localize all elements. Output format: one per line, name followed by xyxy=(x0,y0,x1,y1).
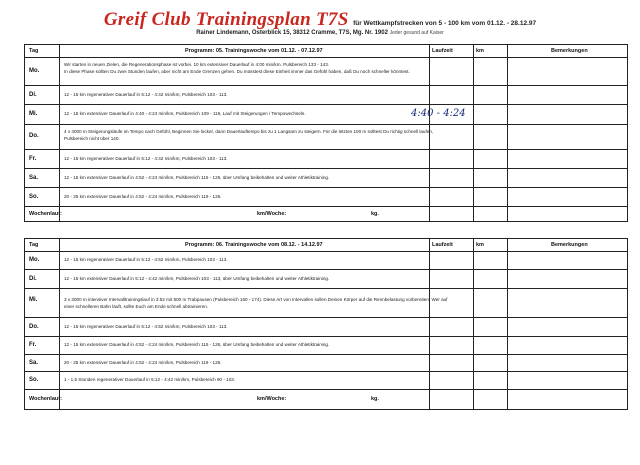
plan-title-suffix: für Wettkampfstrecken von 5 - 100 km vom 01.12. - 28.12.97 xyxy=(353,20,537,27)
column-km: km xyxy=(476,242,484,248)
table-header-row xyxy=(25,239,627,251)
subtitle-note: Jeder gesund auf Kaiser xyxy=(389,30,444,36)
column-divider xyxy=(429,239,430,409)
footer-km-woche: km/Woche: xyxy=(257,396,287,402)
column-divider xyxy=(507,45,508,221)
page-subtitle xyxy=(0,30,640,36)
week-program: Programm: 05. Trainingswoche vom 01.12. - 07.12.97 xyxy=(185,48,323,54)
footer-wochenlauf: Wochenlauf: xyxy=(29,211,62,217)
day-label: So. xyxy=(29,377,39,383)
week-table-2 xyxy=(24,238,628,410)
footer-wochenlauf: Wochenlauf: xyxy=(29,396,62,402)
day-label: Mo. xyxy=(29,68,40,74)
table-row xyxy=(25,354,627,372)
day-label: Sa. xyxy=(29,175,39,181)
day-label: Mo. xyxy=(29,257,40,263)
table-row xyxy=(25,168,627,188)
day-text: 20 - 25 km extensiver Dauerlauf in 4:52 - 4:24 min/km, Pulsbereich 119 - 126. xyxy=(64,360,222,365)
column-bemerkungen: Bemerkungen xyxy=(551,242,588,248)
column-divider xyxy=(507,239,508,409)
column-divider xyxy=(473,45,474,221)
day-label: Sa. xyxy=(29,360,39,366)
day-label: Di. xyxy=(29,92,37,98)
table-footer-row xyxy=(25,389,627,410)
day-text: 1 - 1,5 Stunden regenerativer Dauerlauf in 5:12 - 4:42 min/km, Pulsbereich 90 - 103. xyxy=(64,377,236,382)
column-tag: Tag xyxy=(29,242,39,248)
column-tag: Tag xyxy=(29,48,39,54)
footer-kg: kg. xyxy=(371,396,379,402)
day-label: Fr. xyxy=(29,156,37,162)
table-row xyxy=(25,57,627,86)
week-program: Programm: 06. Trainingswoche vom 08.12. - 14.12.97 xyxy=(185,242,323,248)
footer-km-woche: km/Woche: xyxy=(257,211,287,217)
day-text: 12 - 15 km extensiver Dauerlauf in 4:40 - 4:24 min/km, Pulsbereich 109 - 119, Lauf mit Steigerungen / Tempowechseln. xyxy=(64,111,306,116)
column-divider xyxy=(429,45,430,221)
column-divider xyxy=(59,239,60,409)
day-label: Fr. xyxy=(29,342,37,348)
day-text: 4 x 4000 m Steigerungsläufe im Tempo nach Gefühl, Beginnen Sie locker, dann Dauerlauftempo bis zu 1 Langsam zu steigern. Für die letzten 100 m solltest Du richtig schnell laufen, Pulsbereich nicht über 140. xyxy=(64,129,434,141)
table-row xyxy=(25,336,627,355)
table-row xyxy=(25,251,627,270)
column-bemerkungen: Bemerkungen xyxy=(551,48,588,54)
plan-title: Greif Club Trainingsplan T7S xyxy=(103,9,349,30)
page-title xyxy=(0,9,640,31)
day-text: 12 - 15 km regenerativer Dauerlauf in 5:12 - 4:52 min/km, Pulsbereich 103 - 113. xyxy=(64,324,228,329)
column-divider xyxy=(473,239,474,409)
column-divider xyxy=(59,45,60,221)
table-row xyxy=(25,104,627,125)
day-label: Do. xyxy=(29,324,39,330)
table-row xyxy=(25,124,627,150)
day-label: Di. xyxy=(29,276,37,282)
day-text: 12 - 15 km extensiver Dauerlauf in 4:52 - 4:24 min/km, Pulsbereich 115 - 126, über Umfang beibehalten und weiter Athletiktraining. xyxy=(64,342,330,347)
day-text: 20 - 25 km extensiver Dauerlauf in 4:52 - 4:24 min/km, Pulsbereich 119 - 126. xyxy=(64,194,222,199)
table-row xyxy=(25,269,627,289)
table-row xyxy=(25,187,627,207)
footer-kg: kg. xyxy=(371,211,379,217)
handwritten-note: 4:40 - 4:24 xyxy=(411,108,466,119)
day-label: Mi. xyxy=(29,297,38,303)
table-row xyxy=(25,371,627,390)
table-row xyxy=(25,317,627,337)
day-text: 3 x 3000 m intensiver Intervalltrainingslauf in 3:52 mit 800 m Trabpausen (Pulsbereich 160 - 174). Diese Art von Intervallen sollen Deinen Körper auf die Rennbelastung vorbereiten. Wer auf einer schnelleren Bahn läuft, sollte Euch am Ende schnell abtrainieren. xyxy=(64,297,448,309)
day-text: Wir starten in neuen Zielen, die Regenerationsphase ist vorbei. 10 km extensiver Dauerlauf in 4:00 min/km. Pulsbereich 133 - 143. In diese Phase sollten Du zwei Stunden laufen, aber nicht am Ende Grenzen gehen. Du müsstest diese Einheit immer das Gefühl haben, daß Du noch schneller könntest. xyxy=(64,62,410,74)
day-text: 12 - 15 km extensiver Dauerlauf in 5:12 - 4:42 min/km, Pulsbereich 103 - 113, über Umfang beibehalten und weiter Athletiktraining. xyxy=(64,276,330,281)
table-row xyxy=(25,149,627,169)
day-label: So. xyxy=(29,194,39,200)
column-laufzeit: Laufzeit xyxy=(432,48,453,54)
column-laufzeit: Laufzeit xyxy=(432,242,453,248)
day-label: Do. xyxy=(29,133,39,139)
table-row xyxy=(25,288,627,318)
day-text: 12 - 15 km regenerativer Dauerlauf in 5:12 - 4:42 min/km, Pulsbereich 103 - 113. xyxy=(64,92,228,97)
table-row xyxy=(25,85,627,105)
table-footer-row xyxy=(25,206,627,222)
day-text: 12 - 15 km extensiver Dauerlauf in 4:52 - 4:24 min/km, Pulsbereich 115 - 126, über Umfang beibehalten und weiter Athletiktraining. xyxy=(64,175,330,180)
column-km: km xyxy=(476,48,484,54)
table-header-row xyxy=(25,45,627,57)
week-table-1 xyxy=(24,44,628,222)
day-text: 12 - 15 km regenerativer Dauerlauf in 5:12 - 4:52 min/km, Pulsbereich 103 - 113. xyxy=(64,257,228,262)
athlete-info: Rainer Lindemann, Osterblick 15, 38312 Cramme, T7S, Mg. Nr. 1902 xyxy=(196,30,388,36)
day-text: 12 - 15 km regenerativer Dauerlauf in 5:12 - 4:42 min/km, Pulsbereich 103 - 113. xyxy=(64,156,228,161)
day-label: Mi. xyxy=(29,111,38,117)
